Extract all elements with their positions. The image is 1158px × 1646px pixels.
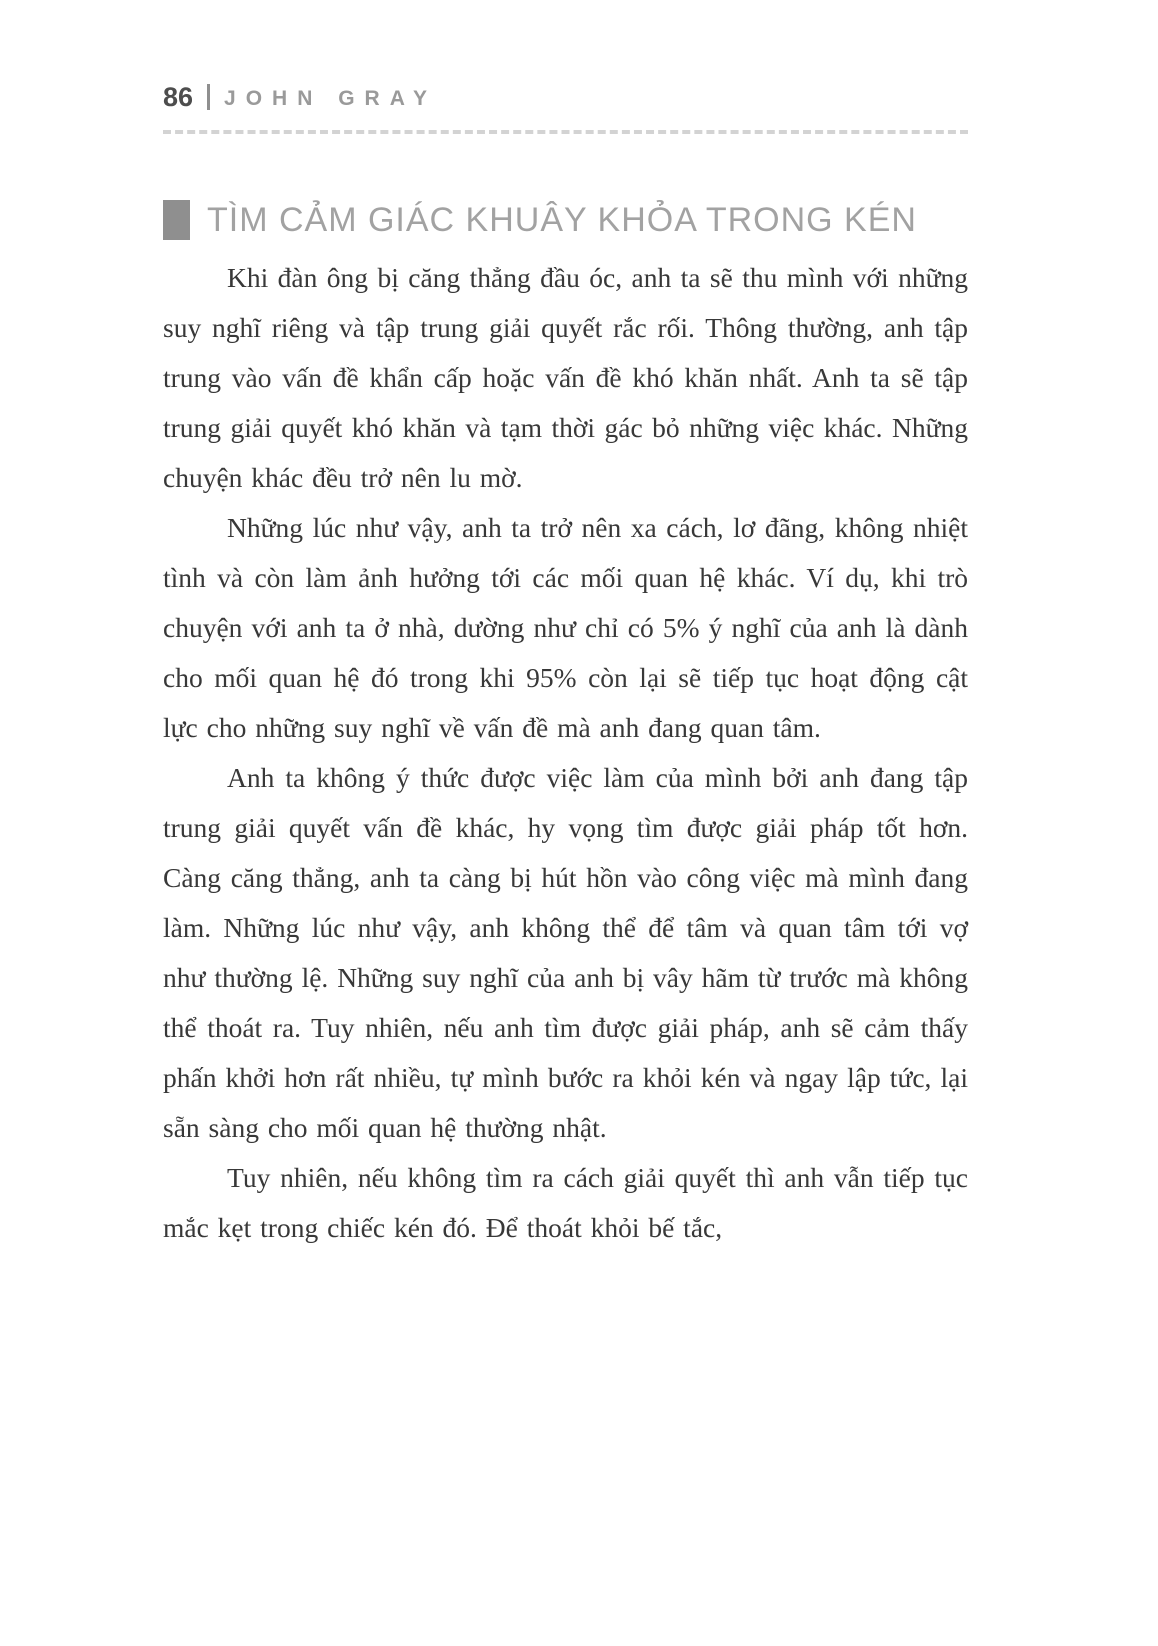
section-heading-text: TÌM CẢM GIÁC KHUÂY KHỎA TRONG KÉN [207,201,917,239]
page-content [163,200,968,1253]
section-heading [163,200,968,241]
paragraph: Tuy nhiên, nếu không tìm ra cách giải quyết thì anh vẫn tiếp tục mắc kẹt trong chiếc kén đó. Để thoát khỏi bế tắc, [163,1161,968,1243]
author-name: JOHN GRAY [224,87,437,110]
paragraph: Khi đàn ông bị căng thẳng đầu óc, anh ta sẽ thu mình với những suy nghĩ riêng và tập trung giải quyết rắc rối. Thông thường, anh tập trung vào vấn đề khẩn cấp hoặc vấn đề khó khăn nhất. Anh ta sẽ tập trung giải quyết khó khăn và tạm thời gác bỏ những việc khác. Những chuyện khác đều trở nên lu mờ. [163,261,968,493]
heading-marker-icon [163,200,190,240]
page-number: 86 [163,81,194,112]
paragraph: Những lúc như vậy, anh ta trở nên xa cách, lơ đãng, không nhiệt tình và còn làm ảnh hưởng tới các mối quan hệ khác. Ví dụ, khi trò chuyện với anh ta ở nhà, dường như chỉ có 5% ý nghĩ của anh là dành cho mối quan hệ đó trong khi 95% còn lại sẽ tiếp tục hoạt động cật lực cho những suy nghĩ về vấn đề mà anh đang quan tâm. [163,511,968,743]
header-divider [207,84,210,110]
page-header [163,82,968,134]
paragraph: Anh ta không ý thức được việc làm của mình bởi anh đang tập trung giải quyết vấn đề khác, hy vọng tìm được giải pháp tốt hơn. Càng căng thẳng, anh ta càng bị hút hồn vào công việc mà mình đang làm. Những lúc như vậy, anh không thể để tâm và quan tâm tới vợ như thường lệ. Những suy nghĩ của anh bị vây hãm từ trước mà không thể thoát ra. Tuy nhiên, nếu anh tìm được giải pháp, anh sẽ cảm thấy phấn khởi hơn rất nhiều, tự mình bước ra khỏi kén và ngay lập tức, lại sẵn sàng cho mối quan hệ thường nhật. [163,761,968,1143]
header-line [163,82,968,112]
header-rule [163,130,968,134]
